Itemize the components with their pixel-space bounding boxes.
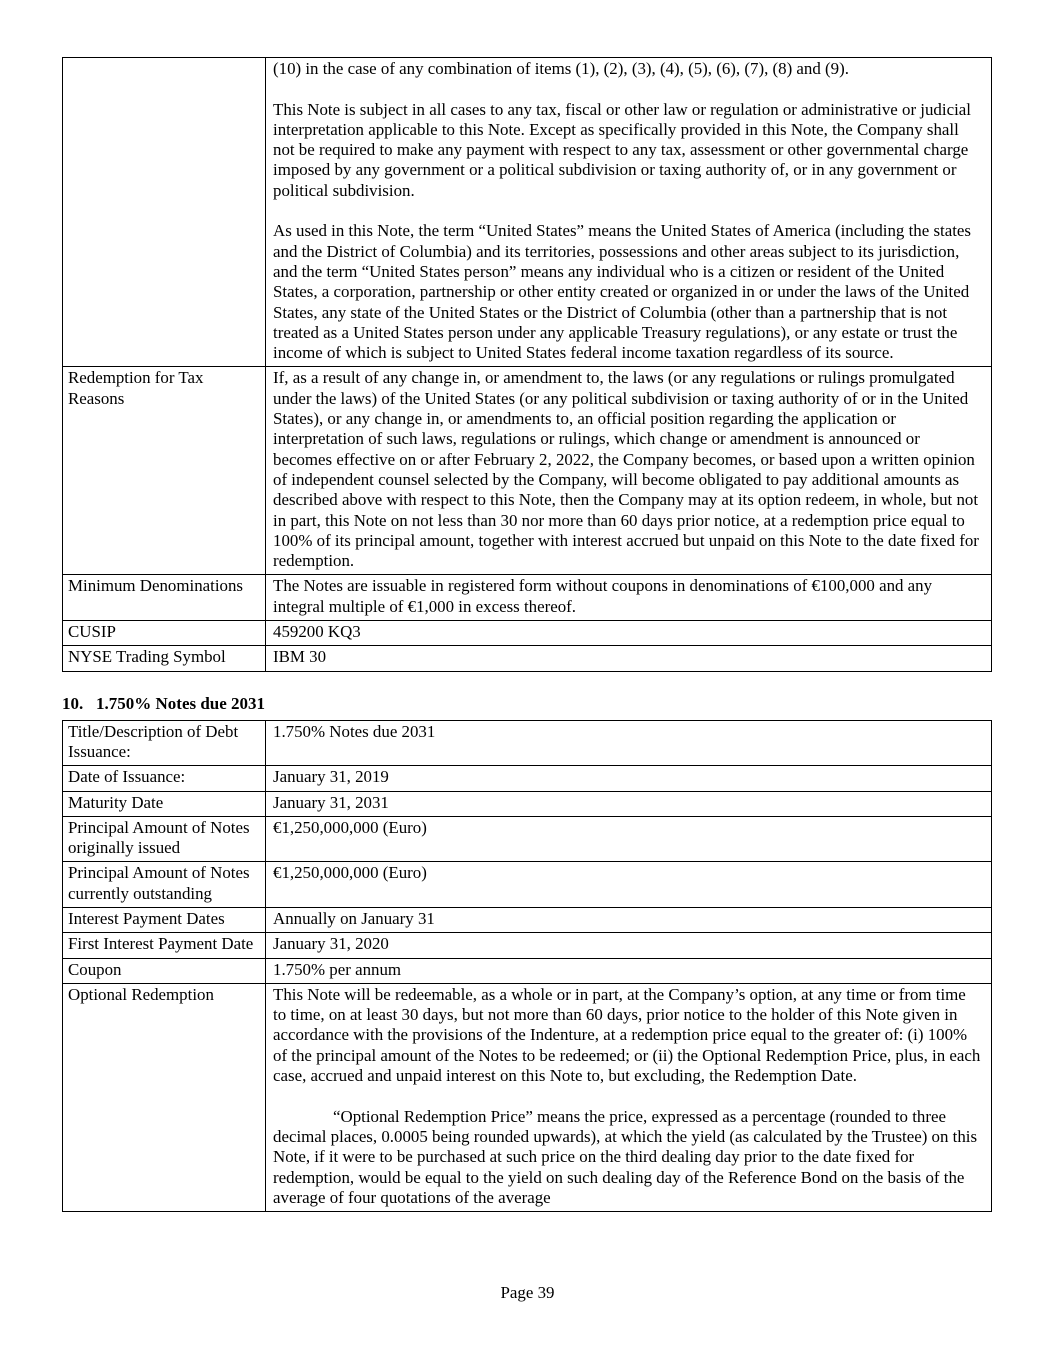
paragraph: 1.750% per annum bbox=[273, 959, 402, 979]
paragraph: The Notes are issuable in registered form without coupons in denominations of €100,000 and any integral multiple of €1,000 in excess thereof. bbox=[273, 576, 933, 616]
row-label: Date of Issuance: bbox=[63, 766, 266, 791]
paragraph: 1.750% Notes due 2031 bbox=[273, 721, 436, 741]
table-row bbox=[63, 862, 992, 908]
table-row bbox=[63, 58, 992, 367]
paragraph: January 31, 2019 bbox=[273, 767, 389, 787]
section-title: 1.750% Notes due 2031 bbox=[96, 693, 266, 713]
paragraph: This Note is subject in all cases to any tax, fiscal or other law or regulation or administrative or judicial interpretation applicable to this Note. Except as specifically provided in this Note, the Company shall not be required to make any payment with respect to any tax, assessment or other governmental charge imposed by any government or a political subdivision or taxing authority of, or in any government or political subdivision. bbox=[273, 99, 971, 200]
table-row bbox=[63, 791, 992, 816]
row-value bbox=[266, 766, 992, 791]
paragraph: “Optional Redemption Price” means the price, expressed as a percentage (rounded to three decimal places, 0.0005 being rounded upwards), at which the yield (as calculated by the Trustee) on this Note, if it were to be purchased at such price on the third dealing day prior to the date fixed for redemption, would be equal to the yield on such dealing day of the Reference Bond on the basis of the average of four quotations of the average bbox=[273, 1106, 978, 1207]
row-value bbox=[266, 621, 992, 646]
row-label: NYSE Trading Symbol bbox=[63, 646, 266, 671]
table-row bbox=[63, 367, 992, 575]
row-value bbox=[266, 720, 992, 766]
paragraph: January 31, 2020 bbox=[273, 934, 389, 954]
row-value bbox=[266, 933, 992, 958]
table-row bbox=[63, 621, 992, 646]
table-row bbox=[63, 575, 992, 621]
row-value bbox=[266, 816, 992, 862]
paragraph: Annually on January 31 bbox=[273, 908, 435, 928]
table-row bbox=[63, 983, 992, 1211]
row-label: Principal Amount of Notes originally issued bbox=[63, 816, 266, 862]
paragraph: €1,250,000,000 (Euro) bbox=[273, 817, 427, 837]
row-value bbox=[266, 983, 992, 1211]
row-value bbox=[266, 575, 992, 621]
table-row bbox=[63, 646, 992, 671]
table-row bbox=[63, 720, 992, 766]
notes-continued-table bbox=[62, 57, 992, 672]
page-number: Page 39 bbox=[500, 1283, 555, 1302]
paragraph: As used in this Note, the term “United States” means the United States of America (including the states and the District of Columbia) and its territories, possessions and other areas subject to its jurisdiction, and the term “United States person” means any individual who is a citizen or resident of the United States, a corporation, partnership or other entity created or organized in or under the laws of the United States, any state of the United States or the District of Columbia (other than a partnership that is not treated as a United States person under any applicable Treasury regulations), or any estate or trust the income of which is subject to United States federal income taxation regardless of its source. bbox=[273, 221, 971, 363]
row-label: Principal Amount of Notes currently outstanding bbox=[63, 862, 266, 908]
table-row bbox=[63, 816, 992, 862]
row-label: Redemption for Tax Reasons bbox=[63, 367, 266, 575]
row-value bbox=[266, 367, 992, 575]
row-label bbox=[63, 58, 266, 367]
table-row bbox=[63, 907, 992, 932]
row-value bbox=[266, 862, 992, 908]
row-value bbox=[266, 907, 992, 932]
row-label: First Interest Payment Date bbox=[63, 933, 266, 958]
row-label: Interest Payment Dates bbox=[63, 907, 266, 932]
table-row bbox=[63, 766, 992, 791]
row-label: Title/Description of Debt Issuance: bbox=[63, 720, 266, 766]
notes-2031-table bbox=[62, 720, 992, 1213]
row-value bbox=[266, 958, 992, 983]
paragraph: January 31, 2031 bbox=[273, 792, 389, 812]
paragraph: €1,250,000,000 (Euro) bbox=[273, 863, 427, 883]
paragraph: This Note will be redeemable, as a whole or in part, at the Company’s option, at any time or from time to time, on at least 30 days, but not more than 60 days, prior notice to the holder of this Note given in accordance with the provisions of the Indenture, at a redemption price equal to the greater of: (i) 100% of the principal amount of the Notes to be redeemed; or (ii) the Optional Redemption Price, plus, in each case, accrued and unpaid interest on this Note to, but excluding, the Redemption Date. bbox=[273, 984, 981, 1086]
row-value bbox=[266, 646, 992, 671]
table-row bbox=[63, 958, 992, 983]
paragraph: 459200 KQ3 bbox=[273, 622, 361, 642]
section-number: 10. bbox=[62, 693, 84, 713]
table-row bbox=[63, 933, 992, 958]
paragraph: If, as a result of any change in, or amendment to, the laws (or any regulations or rulings promulgated under the laws) of the United States (or any political subdivision or taxing authority of or in the United States), or any change in, or amendments to, an official position regarding the application or interpretation of such laws, regulations or rulings, which change or amendment is announced or becomes effective on or after February 2, 2022, the Company becomes, or based upon a written opinion of independent counsel selected by the Company, will become obligated to pay additional amounts as described above with respect to this Note, then the Company may at its option redeem, in whole, but not in part, this Note on not less than 30 nor more than 60 days prior notice, at a redemption price equal to 100% of its principal amount, together with interest accrued but unpaid on this Note to the date fixed for redemption. bbox=[273, 368, 979, 571]
row-label: Coupon bbox=[63, 958, 266, 983]
row-label: Maturity Date bbox=[63, 791, 266, 816]
section-heading bbox=[62, 693, 992, 714]
paragraph: IBM 30 bbox=[273, 647, 327, 667]
row-label: CUSIP bbox=[63, 621, 266, 646]
row-value bbox=[266, 791, 992, 816]
row-label: Minimum Denominations bbox=[63, 575, 266, 621]
row-value bbox=[266, 58, 992, 367]
row-label: Optional Redemption bbox=[63, 983, 266, 1211]
paragraph: (10) in the case of any combination of items (1), (2), (3), (4), (5), (6), (7), (8) and (9). bbox=[273, 59, 849, 78]
